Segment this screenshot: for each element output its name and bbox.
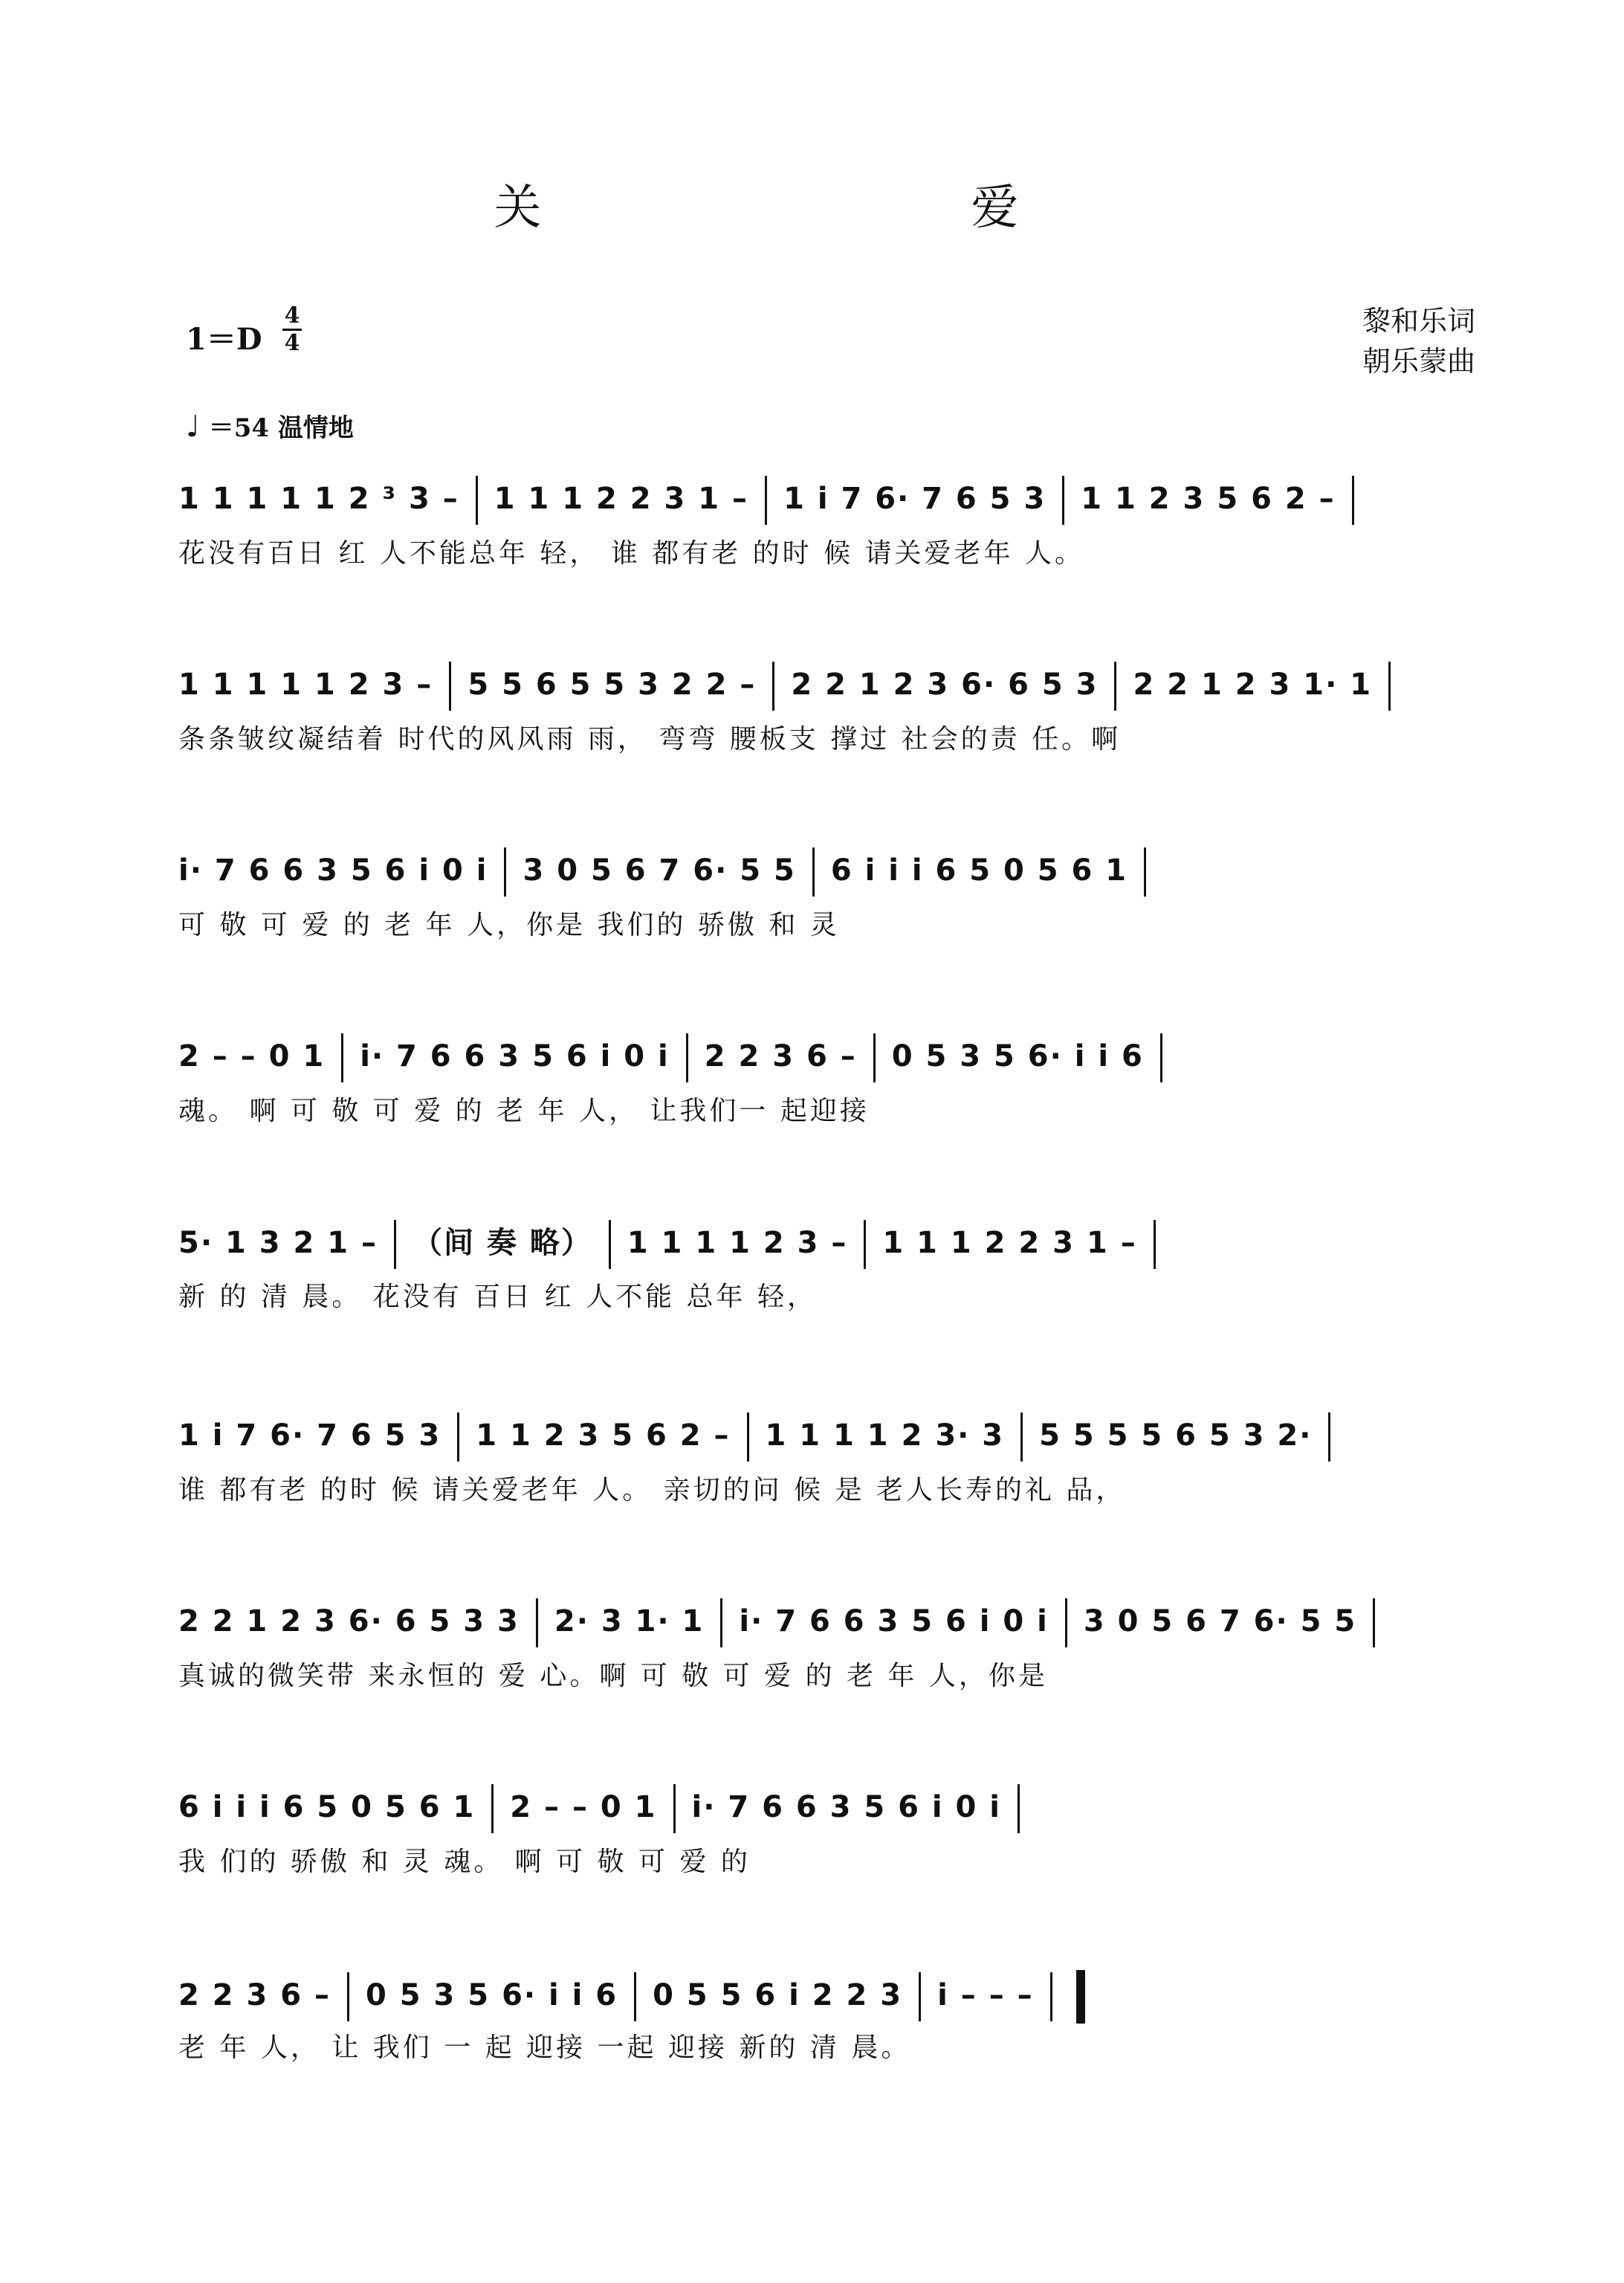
barline — [1018, 1784, 1020, 1833]
measure: 1 1 1 2 2 3 1 – — [494, 482, 749, 516]
measure: i· 7 6 6 3 5 6 i 0 i — [178, 853, 488, 888]
measure: 2· 3 1· 1 — [554, 1604, 705, 1638]
measure: i· 7 6 6 3 5 6 i 0 i — [360, 1039, 670, 1073]
barline — [1388, 662, 1391, 711]
notation-row — [178, 1784, 1472, 1836]
measure: 1 1 1 2 2 3 1 – — [882, 1226, 1137, 1260]
measure: 2 2 1 2 3 6· 6 5 3 3 — [178, 1604, 520, 1638]
barline — [341, 1033, 343, 1082]
notation-row — [178, 662, 1472, 714]
time-signature-bottom: 4 — [284, 330, 300, 356]
measure: i· 7 6 6 3 5 6 i 0 i — [739, 1604, 1049, 1638]
notation-row — [178, 847, 1472, 900]
barline — [1065, 1598, 1067, 1647]
lyrics-row: 老 年 人， 让 我们 一 起 迎接 一起 迎接 新的 清 晨。 — [178, 2032, 911, 2063]
measure: 2 2 3 6 – — [178, 1978, 331, 2012]
measure: i – – – — [937, 1978, 1034, 2012]
final-barline — [1076, 1970, 1085, 2024]
lyrics-row: 谁 都有老 的时 候 请关爱老年 人。 亲切的问 候 是 老人长寿的礼 品， — [178, 1475, 1126, 1505]
measure: 0 5 3 5 6· i i 6 — [891, 1039, 1144, 1073]
measure: 1 1 1 1 2 3 – — [627, 1226, 848, 1260]
measure: 1 1 1 1 1 2 ³ 3 – — [178, 482, 459, 516]
measure: 2 – – 0 1 — [510, 1790, 657, 1824]
lyrics-row: 真诚的微笑带 来永恒的 爱 心。啊 可 敬 可 爱 的 老 年 人，你是 — [178, 1661, 1048, 1691]
measure: 3 0 5 6 7 6· 5 5 — [1083, 1604, 1357, 1638]
barline — [1328, 1412, 1330, 1462]
lyricist-credit: 黎和乐词 — [1362, 305, 1475, 338]
barline — [720, 1598, 722, 1647]
song-title: 关 爱 — [494, 181, 1130, 236]
notation-row — [178, 1033, 1472, 1085]
measure: 6 i i i 6 5 0 5 6 1 — [178, 1790, 476, 1824]
barline — [765, 476, 767, 525]
barline — [812, 847, 815, 897]
measure: 3 0 5 6 7 6· 5 5 — [523, 853, 796, 888]
lyrics-row: 魂。 啊 可 敬 可 爱 的 老 年 人， 让我们一 起迎接 — [178, 1096, 870, 1126]
time-signature-top: 4 — [284, 303, 300, 329]
lyrics-row: 可 敬 可 爱 的 老 年 人，你是 我们的 骄傲 和 灵 — [178, 910, 840, 940]
barline — [1160, 1033, 1162, 1082]
measure: 1 i 7 6· 7 6 5 3 — [783, 482, 1046, 516]
notation-row — [178, 1970, 1472, 2022]
measure: 1 i 7 6· 7 6 5 3 — [178, 1418, 441, 1453]
measure: 6 i i i 6 5 0 5 6 1 — [830, 853, 1128, 888]
barline — [747, 1412, 749, 1462]
barline — [476, 476, 478, 525]
barline — [772, 662, 774, 711]
lyrics-row: 花没有百日 红 人不能总年 轻， 谁 都有老 的时 候 请关爱老年 人。 — [178, 538, 1084, 569]
measure: 0 5 5 6 i 2 2 3 — [653, 1978, 903, 2012]
barline — [1373, 1598, 1375, 1647]
measure: i· 7 6 6 3 5 6 i 0 i — [691, 1790, 1001, 1824]
barline — [686, 1033, 688, 1082]
barline — [609, 1220, 611, 1269]
notation-row — [178, 1598, 1472, 1650]
key-signature: 1＝D — [186, 322, 262, 357]
measure: 5· 1 3 2 1 – — [178, 1226, 378, 1260]
measure: 1 1 1 1 1 2 3 – — [178, 668, 433, 702]
measure: 1 1 2 3 5 6 2 – — [476, 1418, 731, 1453]
notation-row — [178, 1219, 1472, 1271]
barline — [919, 1972, 921, 2021]
measure: 1 1 2 3 5 6 2 – — [1081, 482, 1336, 516]
barline — [449, 662, 451, 711]
time-signature — [282, 303, 302, 356]
measure: 2 2 1 2 3 1· 1 — [1133, 668, 1373, 702]
tempo-marking — [186, 407, 354, 444]
measure: 5 5 5 5 6 5 3 2· — [1039, 1418, 1313, 1453]
barline — [1020, 1412, 1023, 1462]
quarter-note-icon: ♩ — [186, 409, 200, 444]
lyrics-row: 新 的 清 晨。 花没有 百日 红 人不能 总年 轻， — [178, 1282, 817, 1312]
barline — [1144, 847, 1146, 897]
barline — [347, 1972, 349, 2021]
composer-credit: 朝乐蒙曲 — [1362, 345, 1475, 378]
measure: 2 2 3 6 – — [704, 1039, 857, 1073]
barline — [536, 1598, 538, 1647]
barline — [491, 1784, 494, 1833]
barline — [1114, 662, 1116, 711]
tempo-text: ＝54 温情地 — [208, 413, 354, 443]
barline — [1352, 476, 1354, 525]
measure: 1 1 1 1 2 3· 3 — [765, 1418, 1005, 1453]
measure: 2 – – 0 1 — [178, 1039, 326, 1073]
notation-row — [178, 1412, 1472, 1465]
measure: 0 5 3 5 6· i i 6 — [366, 1978, 618, 2012]
notation-row — [178, 476, 1472, 528]
barline — [864, 1220, 866, 1269]
measure: （间 奏 略） — [412, 1226, 592, 1260]
barline — [634, 1972, 636, 2021]
barline — [504, 847, 506, 897]
barline — [873, 1033, 876, 1082]
barline — [673, 1784, 676, 1833]
barline — [1154, 1220, 1156, 1269]
lyrics-row: 条条皱纹凝结着 时代的风风雨 雨， 弯弯 腰板支 撑过 社会的责 任。啊 — [178, 724, 1122, 755]
measure: 5 5 6 5 5 3 2 2 – — [468, 668, 757, 702]
barline — [457, 1412, 459, 1462]
barline — [394, 1220, 396, 1269]
barline — [1062, 476, 1064, 525]
credits — [1362, 301, 1475, 381]
barline — [1050, 1972, 1052, 2021]
lyrics-row: 我 们的 骄傲 和 灵 魂。 啊 可 敬 可 爱 的 — [178, 1847, 751, 1877]
measure: 2 2 1 2 3 6· 6 5 3 — [791, 668, 1099, 702]
